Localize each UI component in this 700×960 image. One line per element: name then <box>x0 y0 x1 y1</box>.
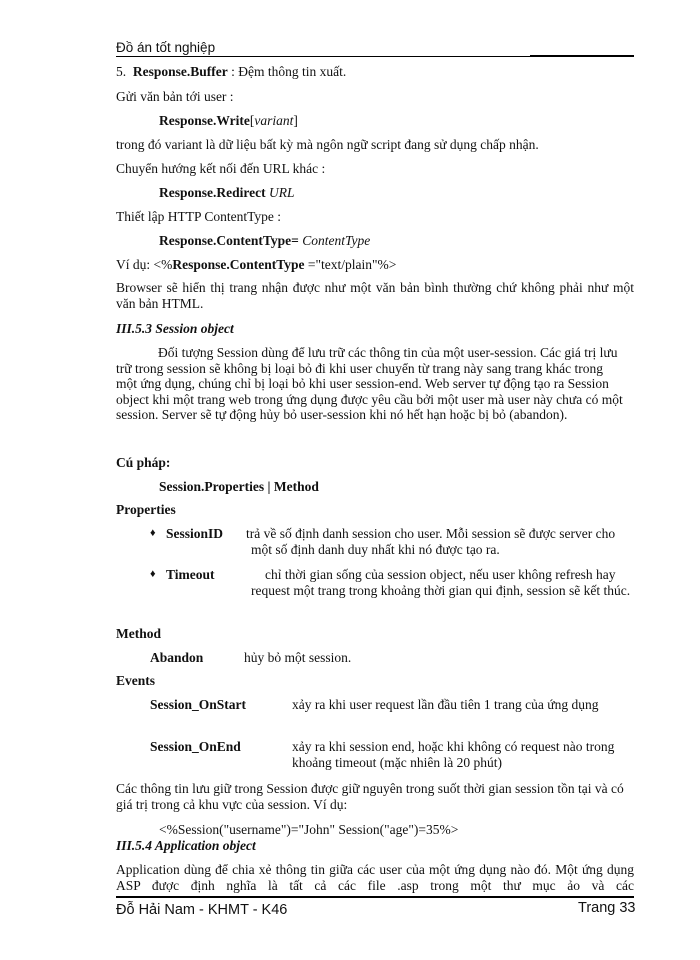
page-header-title: Đồ án tốt nghiệp <box>116 40 216 55</box>
session-paragraph: Đối tượng Session dùng để lưu trữ các thông tin của một user-session. Các giá trị lưu trữ trong session sẽ không bị loại bỏ đi khi user chuyển từ trang này sang trang khác trong một ứng dụng, chúng chỉ bị loại bỏ khi user session-end. Web server tự động tạo ra Session object khi một trang web trong ứng dụng được yêu cầu bởi một user mà user này chưa có một session. Server sẽ tự động hủy bỏ user-session khi nó hết hạn hoặc bị bỏ (abandon). <box>116 345 623 422</box>
redirect-argument: URL <box>268 185 295 200</box>
diamond-bullet-icon: ♦ <box>150 527 156 539</box>
example-suffix: ="text/plain"%> <box>304 257 397 272</box>
diamond-bullet-icon: ♦ <box>150 568 156 580</box>
event-name-onstart: Session_OnStart <box>150 697 247 712</box>
method-description: hủy bỏ một session. <box>244 650 352 665</box>
item5-line <box>116 64 346 80</box>
redirect-line <box>159 185 295 201</box>
method-name: Abandon <box>150 650 204 665</box>
redirect-intro: Chuyển hướng kết nối đến URL khác : <box>116 161 326 176</box>
send-text: Gửi văn bản tới user : <box>116 89 234 104</box>
contenttype-argument: ContentType <box>302 233 371 248</box>
section-heading-354: III.5.4 Application object <box>116 838 256 853</box>
write-line <box>159 113 298 129</box>
example-line <box>116 257 396 273</box>
variant-description: trong đó variant là dữ liệu bất kỳ mà ngôn ngữ script đang sử dụng chấp nhận. <box>116 137 539 152</box>
section-heading-353: III.5.3 Session object <box>116 321 234 336</box>
item5-term: Response.Buffer <box>132 64 228 79</box>
event-name-onend: Session_OnEnd <box>150 739 241 754</box>
write-bracket-close: ] <box>293 113 298 128</box>
property-name-timeout: Timeout <box>166 567 215 582</box>
method-label: Method <box>116 626 161 641</box>
example-command: Response.ContentType <box>172 257 305 272</box>
contenttype-intro: Thiết lập HTTP ContentType : <box>116 209 282 224</box>
syntax-code: Session.Properties | Method <box>159 479 319 494</box>
property-desc-sessionid: trả về số định danh session cho user. Mỗi session sẽ được server cho một số định danh duy nhất khi nó được tạo ra. <box>246 526 616 557</box>
contenttype-command: Response.ContentType= <box>159 233 299 248</box>
info-paragraph: Các thông tin lưu giữ trong Session được giữ nguyên trong suốt thời gian session tồn tại và có giá trị trong cả khu vực của session. Ví dụ: <box>116 781 624 812</box>
contenttype-line <box>159 233 370 249</box>
events-label: Events <box>116 673 156 688</box>
event-desc-onstart: xảy ra khi user request lần đầu tiên 1 trang của ứng dụng <box>292 697 599 712</box>
properties-label: Properties <box>116 502 176 517</box>
event-desc-onend: xảy ra khi session end, hoặc khi không có request nào trong khoảng timeout (mặc nhiên là 20 phút) <box>292 739 615 770</box>
browser-paragraph: Browser sẽ hiển thị trang nhận được như một văn bản bình thường chứ không phải như một văn bản HTML. <box>116 280 634 311</box>
session-example: <%Session("username")="John" Session("age")=35%> <box>159 822 459 837</box>
footer-author: Đỗ Hải Nam - KHMT - K46 <box>116 902 288 918</box>
write-argument: variant <box>254 113 294 128</box>
header-rule-thick <box>530 55 634 57</box>
footer-page-number: Trang 33 <box>578 900 636 916</box>
item5-desc: : Đệm thông tin xuất. <box>227 64 347 79</box>
write-command: Response.Write <box>159 113 250 128</box>
redirect-command: Response.Redirect <box>159 185 266 200</box>
property-name-sessionid: SessionID <box>166 526 224 541</box>
syntax-label: Cú pháp: <box>116 455 171 470</box>
property-desc-timeout: chỉ thời gian sống của session object, nếu user không refresh hay request một trang trong khoảng thời gian qui định, session sẽ kết thúc. <box>251 567 631 598</box>
footer-rule <box>116 896 634 898</box>
write-bracket-open: [ <box>249 113 255 128</box>
application-paragraph: Application dùng để chia xẻ thông tin giữa các user của một ứng dụng nào đó. Một ứng dụng ASP được định nghĩa là tất cả các file .asp trong một thư mục ảo và các <box>116 862 634 893</box>
example-prefix: Ví dụ: <% <box>116 257 173 272</box>
item5-number: 5. <box>116 64 127 79</box>
